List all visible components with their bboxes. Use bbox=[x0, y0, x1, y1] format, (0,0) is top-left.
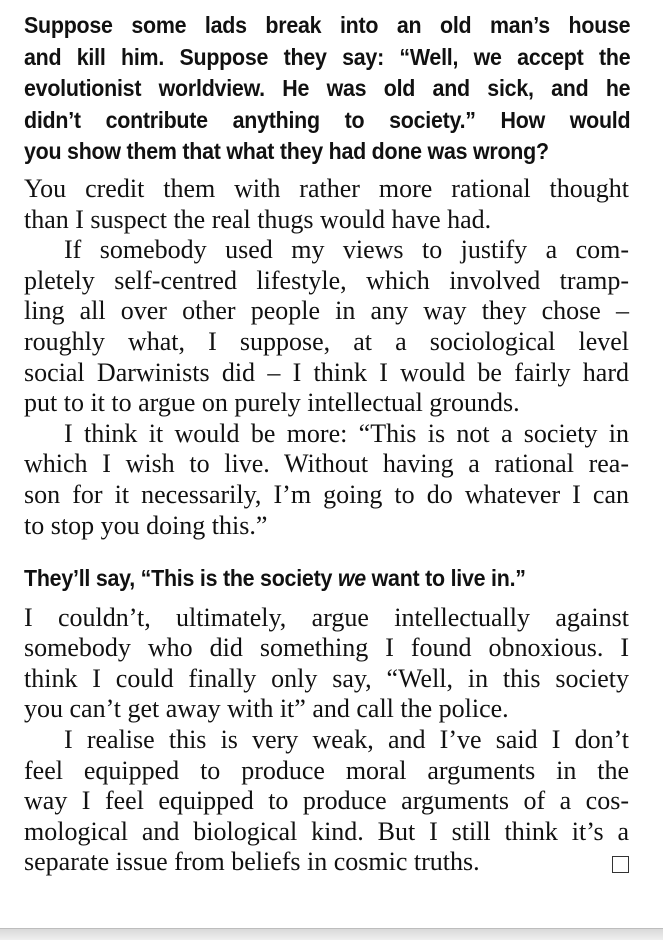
answer-line: roughly what, I suppose, at a sociological level bbox=[24, 326, 629, 356]
question-line: and kill him. Suppose they say: “Well, we accept the bbox=[24, 43, 631, 70]
answer-line: put to it to argue on purely intellectual grounds. bbox=[24, 388, 520, 418]
answer-line: feel equipped to produce moral arguments in the bbox=[24, 755, 629, 785]
question-1 bbox=[24, 10, 630, 168]
answer-paragraph bbox=[24, 174, 629, 235]
question-line: you show them that what they had done was wrong? bbox=[24, 138, 549, 165]
question-2 bbox=[24, 563, 630, 595]
end-of-article-square-icon bbox=[612, 856, 629, 873]
question-text: want to live in.” bbox=[365, 565, 526, 592]
answer-line: If somebody used my views to justify a com- bbox=[64, 235, 629, 265]
answer-line: to stop you doing this.” bbox=[24, 510, 268, 540]
answer-line: than I suspect the real thugs would have had. bbox=[24, 204, 492, 234]
answer-line: ling all over other people in any way they chose – bbox=[24, 296, 629, 326]
question-emphasis: we bbox=[337, 565, 366, 592]
question-line: evolutionist worldview. He was old and sick, and he bbox=[24, 75, 631, 102]
answer-line: think I could finally only say, “Well, in this society bbox=[24, 663, 629, 693]
answer-line: I think it would be more: “This is not a society in bbox=[64, 418, 629, 448]
answer-line: I couldn’t, ultimately, argue intellectually against bbox=[24, 602, 629, 632]
answer-line: You credit them with rather more rational thought bbox=[24, 173, 629, 203]
page-bottom-edge bbox=[0, 928, 663, 940]
answer-line: which I wish to live. Without having a rational rea- bbox=[24, 449, 629, 479]
answer-line: mological and biological kind. But I still think it’s a bbox=[24, 816, 629, 846]
answer-line: pletely self-centred lifestyle, which involved tramp- bbox=[24, 265, 629, 295]
answer-line: way I feel equipped to produce arguments of a cos- bbox=[24, 786, 629, 816]
answer-paragraph bbox=[24, 235, 629, 419]
answer-line: social Darwinists did – I think I would be fairly hard bbox=[24, 357, 629, 387]
question-line: didn’t contribute anything to society.” How would bbox=[24, 106, 631, 133]
answer-line: you can’t get away with it” and call the police. bbox=[24, 694, 509, 724]
answer-paragraph bbox=[24, 725, 629, 878]
question-line bbox=[24, 563, 630, 595]
answer-paragraph bbox=[24, 419, 629, 541]
answer-line: I realise this is very weak, and I’ve said I don’t bbox=[64, 725, 629, 755]
answer-line-text: separate issue from beliefs in cosmic truths. bbox=[24, 847, 480, 877]
answer-line-final bbox=[24, 847, 629, 878]
answer-line: somebody who did something I found obnoxious. I bbox=[24, 633, 629, 663]
answer-line: son for it necessarily, I’m going to do whatever I can bbox=[24, 479, 629, 509]
question-line: Suppose some lads break into an old man’s house bbox=[24, 12, 631, 38]
answer-paragraph bbox=[24, 603, 629, 725]
question-text: They’ll say, “This is the society bbox=[24, 565, 338, 592]
answer-2 bbox=[24, 603, 629, 878]
answer-1 bbox=[24, 174, 629, 541]
